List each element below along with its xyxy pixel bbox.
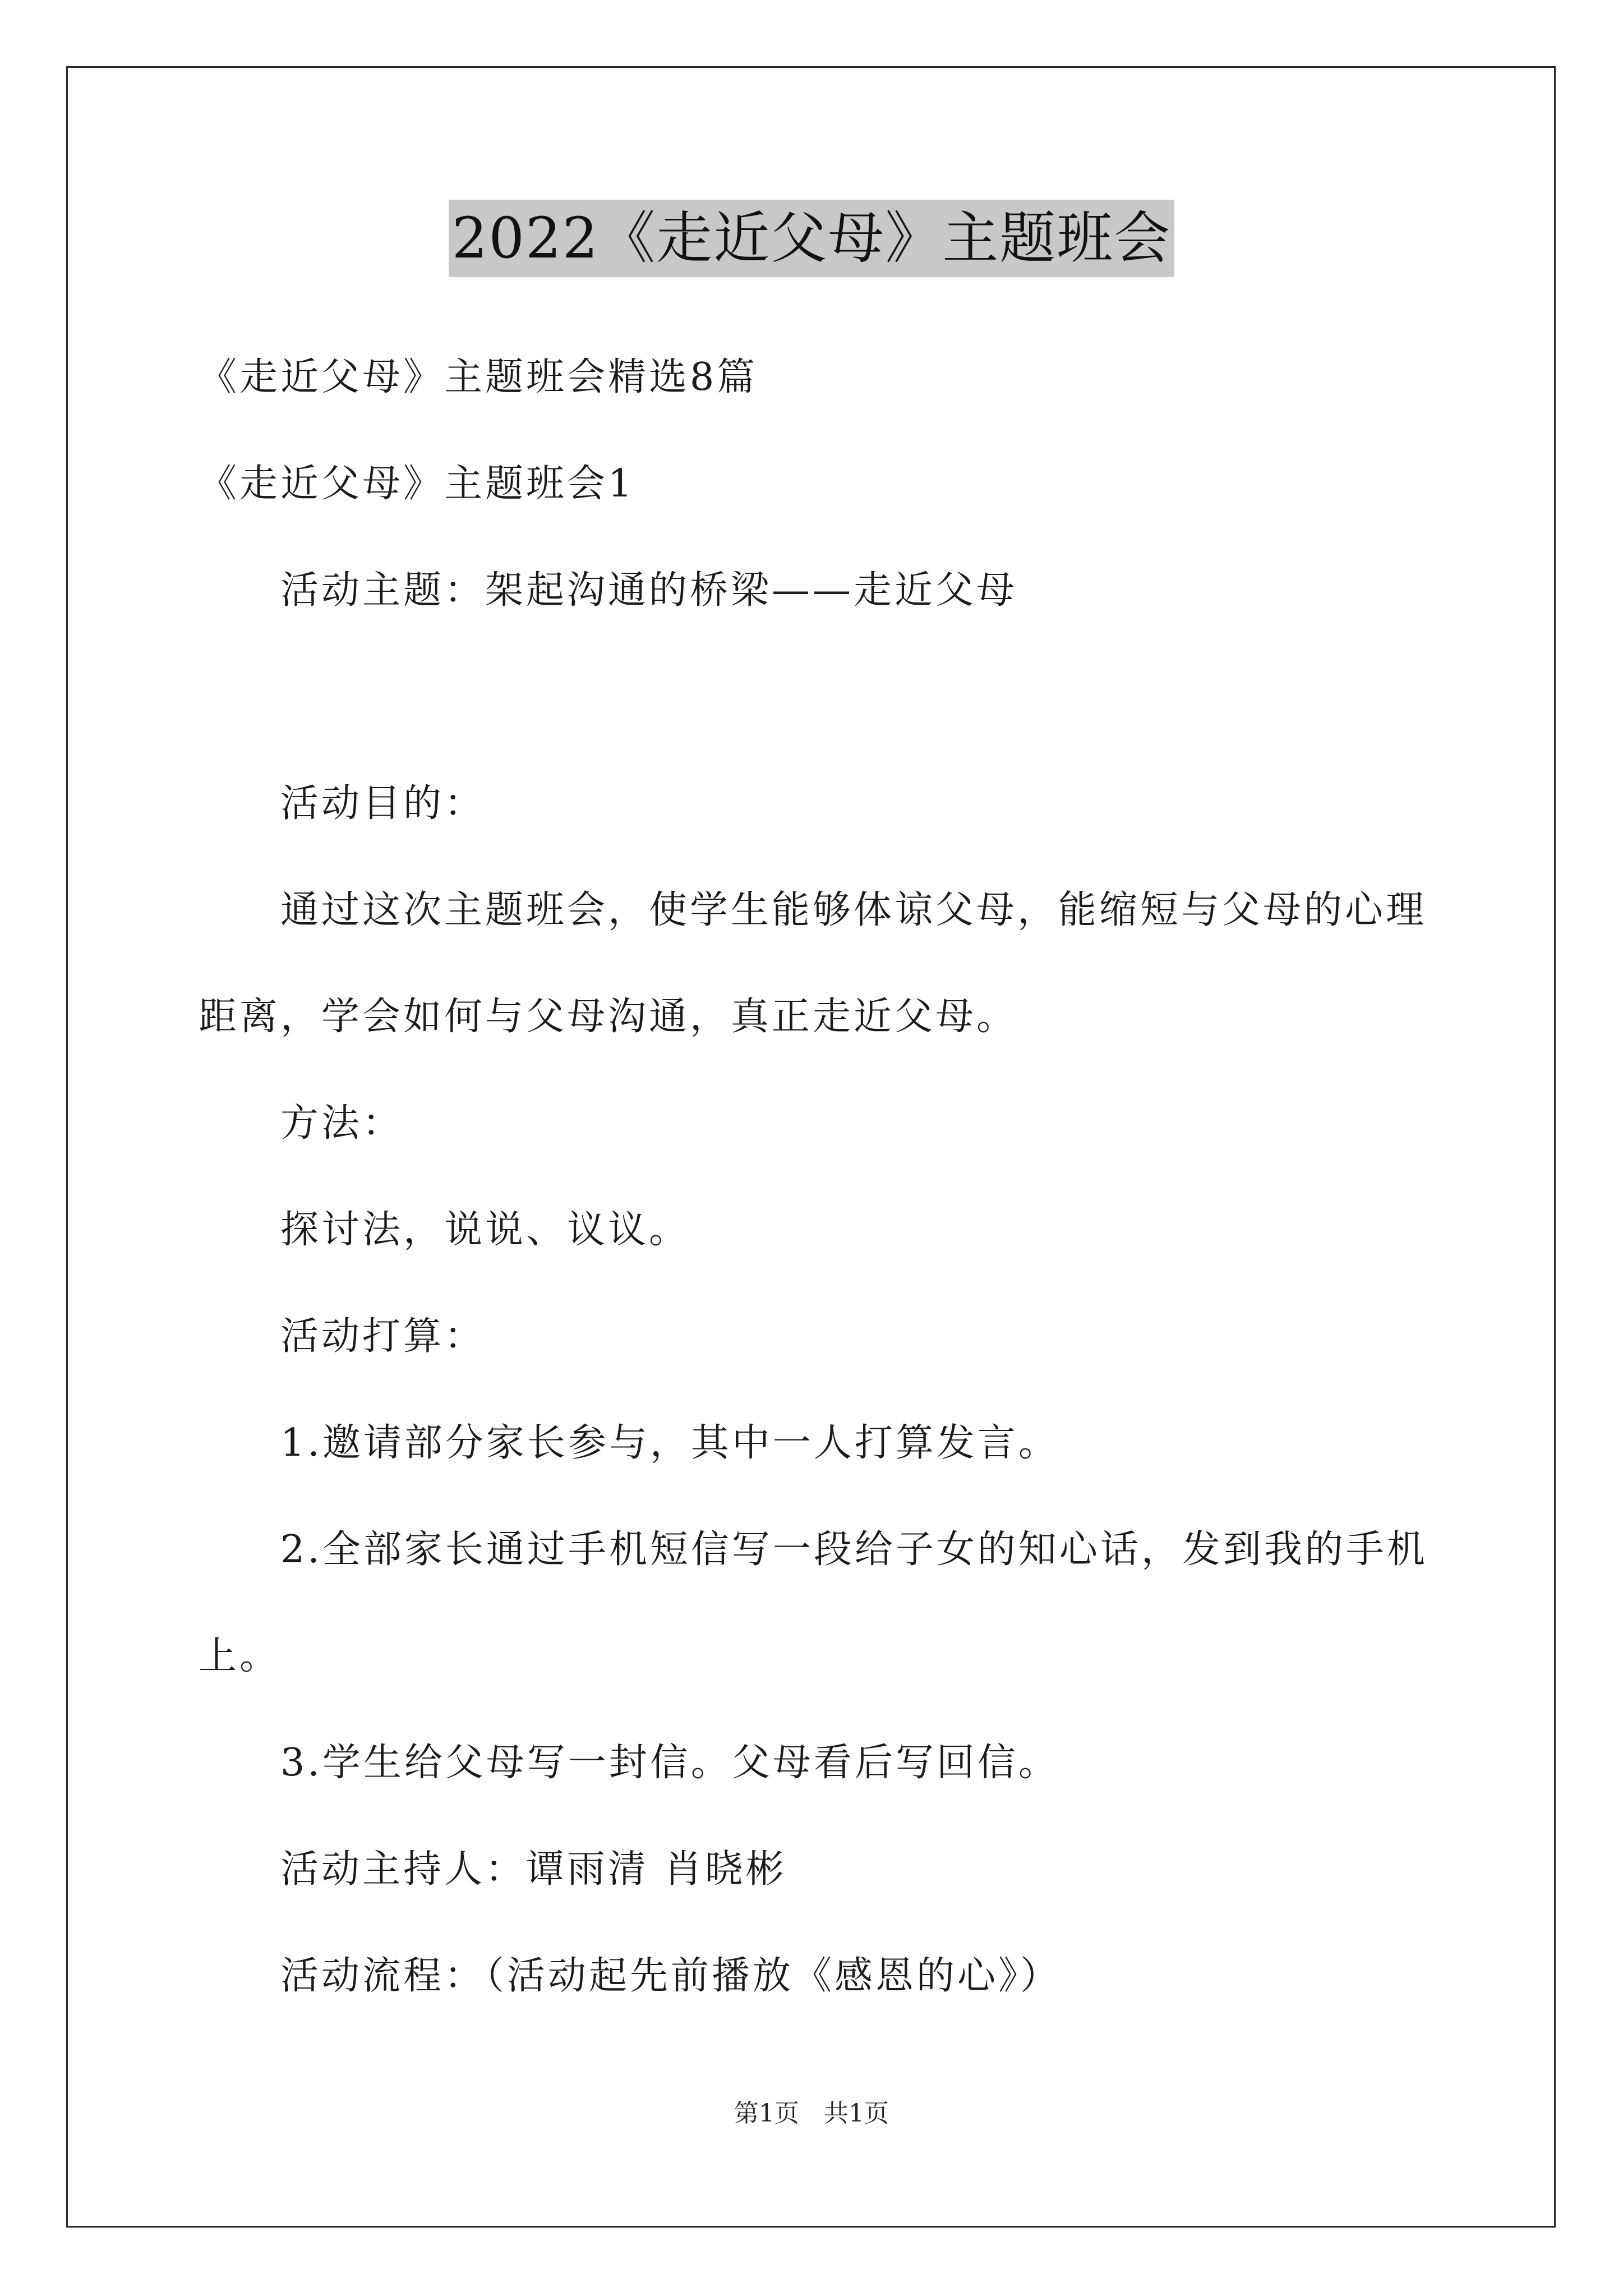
page-footer: 第1页 共1页 [734,2099,889,2128]
paragraph-theme: 活动主题：架起沟通的桥梁——走近父母 [280,568,1018,613]
paragraph-purpose-line2: 距离，学会如何与父母沟通，真正走近父母。 [199,995,1018,1039]
paragraph-plan-label: 活动打算： [280,1314,486,1359]
paragraph-plan-item2-line2: 上。 [199,1634,281,1678]
subtitle-line: 《走近父母》主题班会精选8篇 [199,355,758,399]
document-title: 2022《走近父母》主题班会 [449,200,1175,277]
paragraph-hosts: 活动主持人：谭雨清 肖晓彬 [280,1847,787,1892]
paragraph-purpose-line1: 通过这次主题班会，使学生能够体谅父母，能缩短与父母的心理 [280,888,1427,932]
section-heading: 《走近父母》主题班会1 [199,462,635,506]
paragraph-plan-item2-line1: 2.全部家长通过手机短信写一段给子女的知心话，发到我的手机 [280,1527,1428,1572]
paragraph-purpose-label: 活动目的： [280,781,486,826]
paragraph-plan-item1: 1.邀请部分家长参与，其中一人打算发言。 [280,1421,1059,1465]
paragraph-method-label: 方法： [280,1101,404,1145]
paragraph-method: 探讨法，说说、议议。 [280,1208,690,1252]
paragraph-process: 活动流程：（活动起先前播放《感恩的心》） [280,1954,1062,1998]
title-container [0,200,1623,277]
paragraph-plan-item3: 3.学生给父母写一封信。父母看后写回信。 [280,1741,1059,1785]
